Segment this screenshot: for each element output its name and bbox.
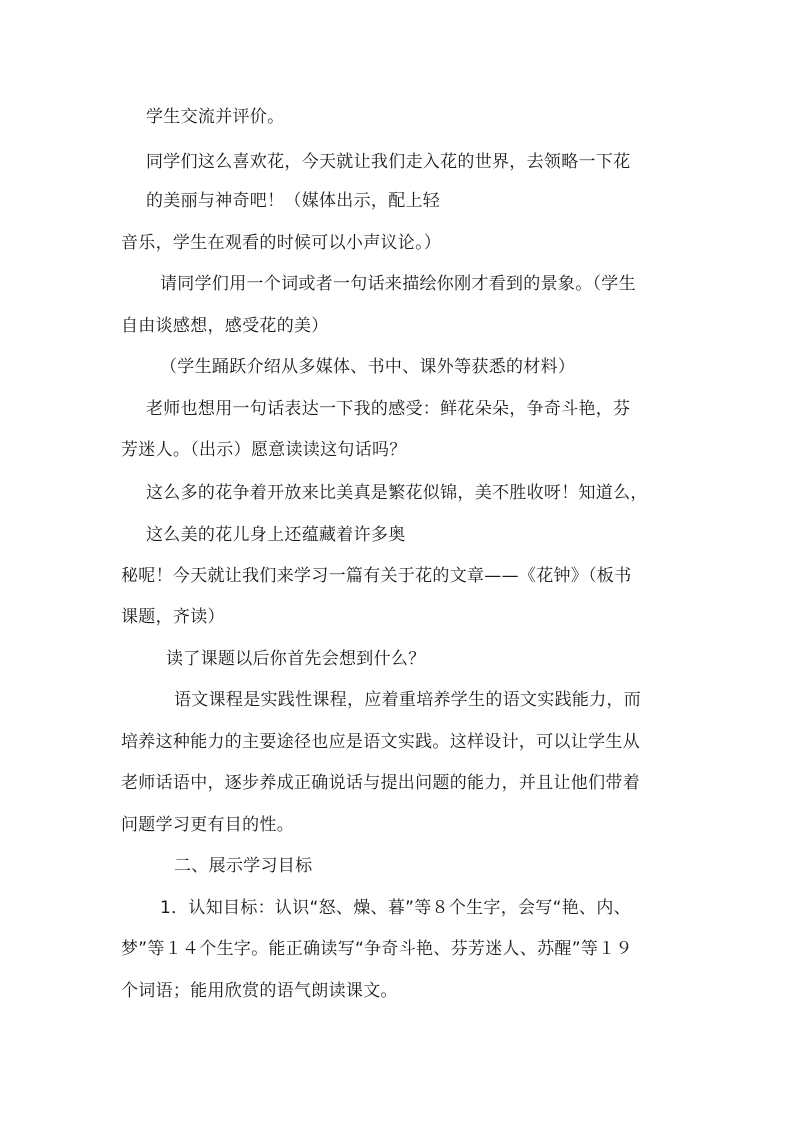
- text-line: 同学们这么喜欢花，今天就让我们走入花的世界，去领略一下花: [146, 152, 631, 172]
- text-line: 梦”等１４个生字。能正确读写“争奇斗艳、芬芳迷人、苏醒”等１９: [121, 939, 633, 959]
- text-line: 课题，齐读）: [121, 607, 225, 627]
- text-line: 请同学们用一个词或者一句话来描绘你刚才看到的景象。（学生: [160, 274, 636, 294]
- text-line: 的美丽与神奇吧！（媒体出示，配上轻: [146, 191, 441, 211]
- text-line: 个词语；能用欣赏的语气朗读课文。: [121, 981, 398, 1001]
- text-line: 培养这种能力的主要途径也应是语文实践。这样设计，可以让学生从: [121, 732, 640, 752]
- text-line: 老师话语中，逐步养成正确说话与提出问题的能力，并且让他们带着: [121, 773, 640, 793]
- section-heading: 二、展示学习目标: [174, 856, 313, 876]
- text-line: 自由谈感想，感受花的美）: [121, 316, 329, 336]
- text-line: 音乐，学生在观看的时候可以小声议论。）: [121, 233, 442, 253]
- text-line: 老师也想用一句话表达一下我的感受：鲜花朵朵，争奇斗艳，芬: [146, 399, 631, 419]
- text-line: 这么多的花争着开放来比美真是繁花似锦，美不胜收呀！知道么，: [146, 483, 648, 503]
- text-line: （学生踊跃介绍从多媒体、书中、课外等获悉的材料）: [160, 357, 576, 377]
- text-line: 读了课题以后你首先会想到什么？: [166, 649, 426, 669]
- text-line: 问题学习更有目的性。: [121, 815, 294, 835]
- text-line: 语文课程是实践性课程，应着重培养学生的语文实践能力，而: [174, 690, 642, 710]
- text-line: 秘呢！今天就让我们来学习一篇有关于花的文章——《花钟》（板书: [121, 566, 632, 586]
- text-line: 这么美的花儿身上还蕴藏着许多奥: [146, 525, 406, 545]
- text-line: 1．认知目标：认识“怒、燥、暮”等８个生字，会写“艳、内、: [160, 898, 631, 918]
- text-line: 学生交流并评价。: [146, 107, 285, 127]
- text-line: 芳迷人。（出示）愿意读读这句话吗？: [121, 440, 407, 460]
